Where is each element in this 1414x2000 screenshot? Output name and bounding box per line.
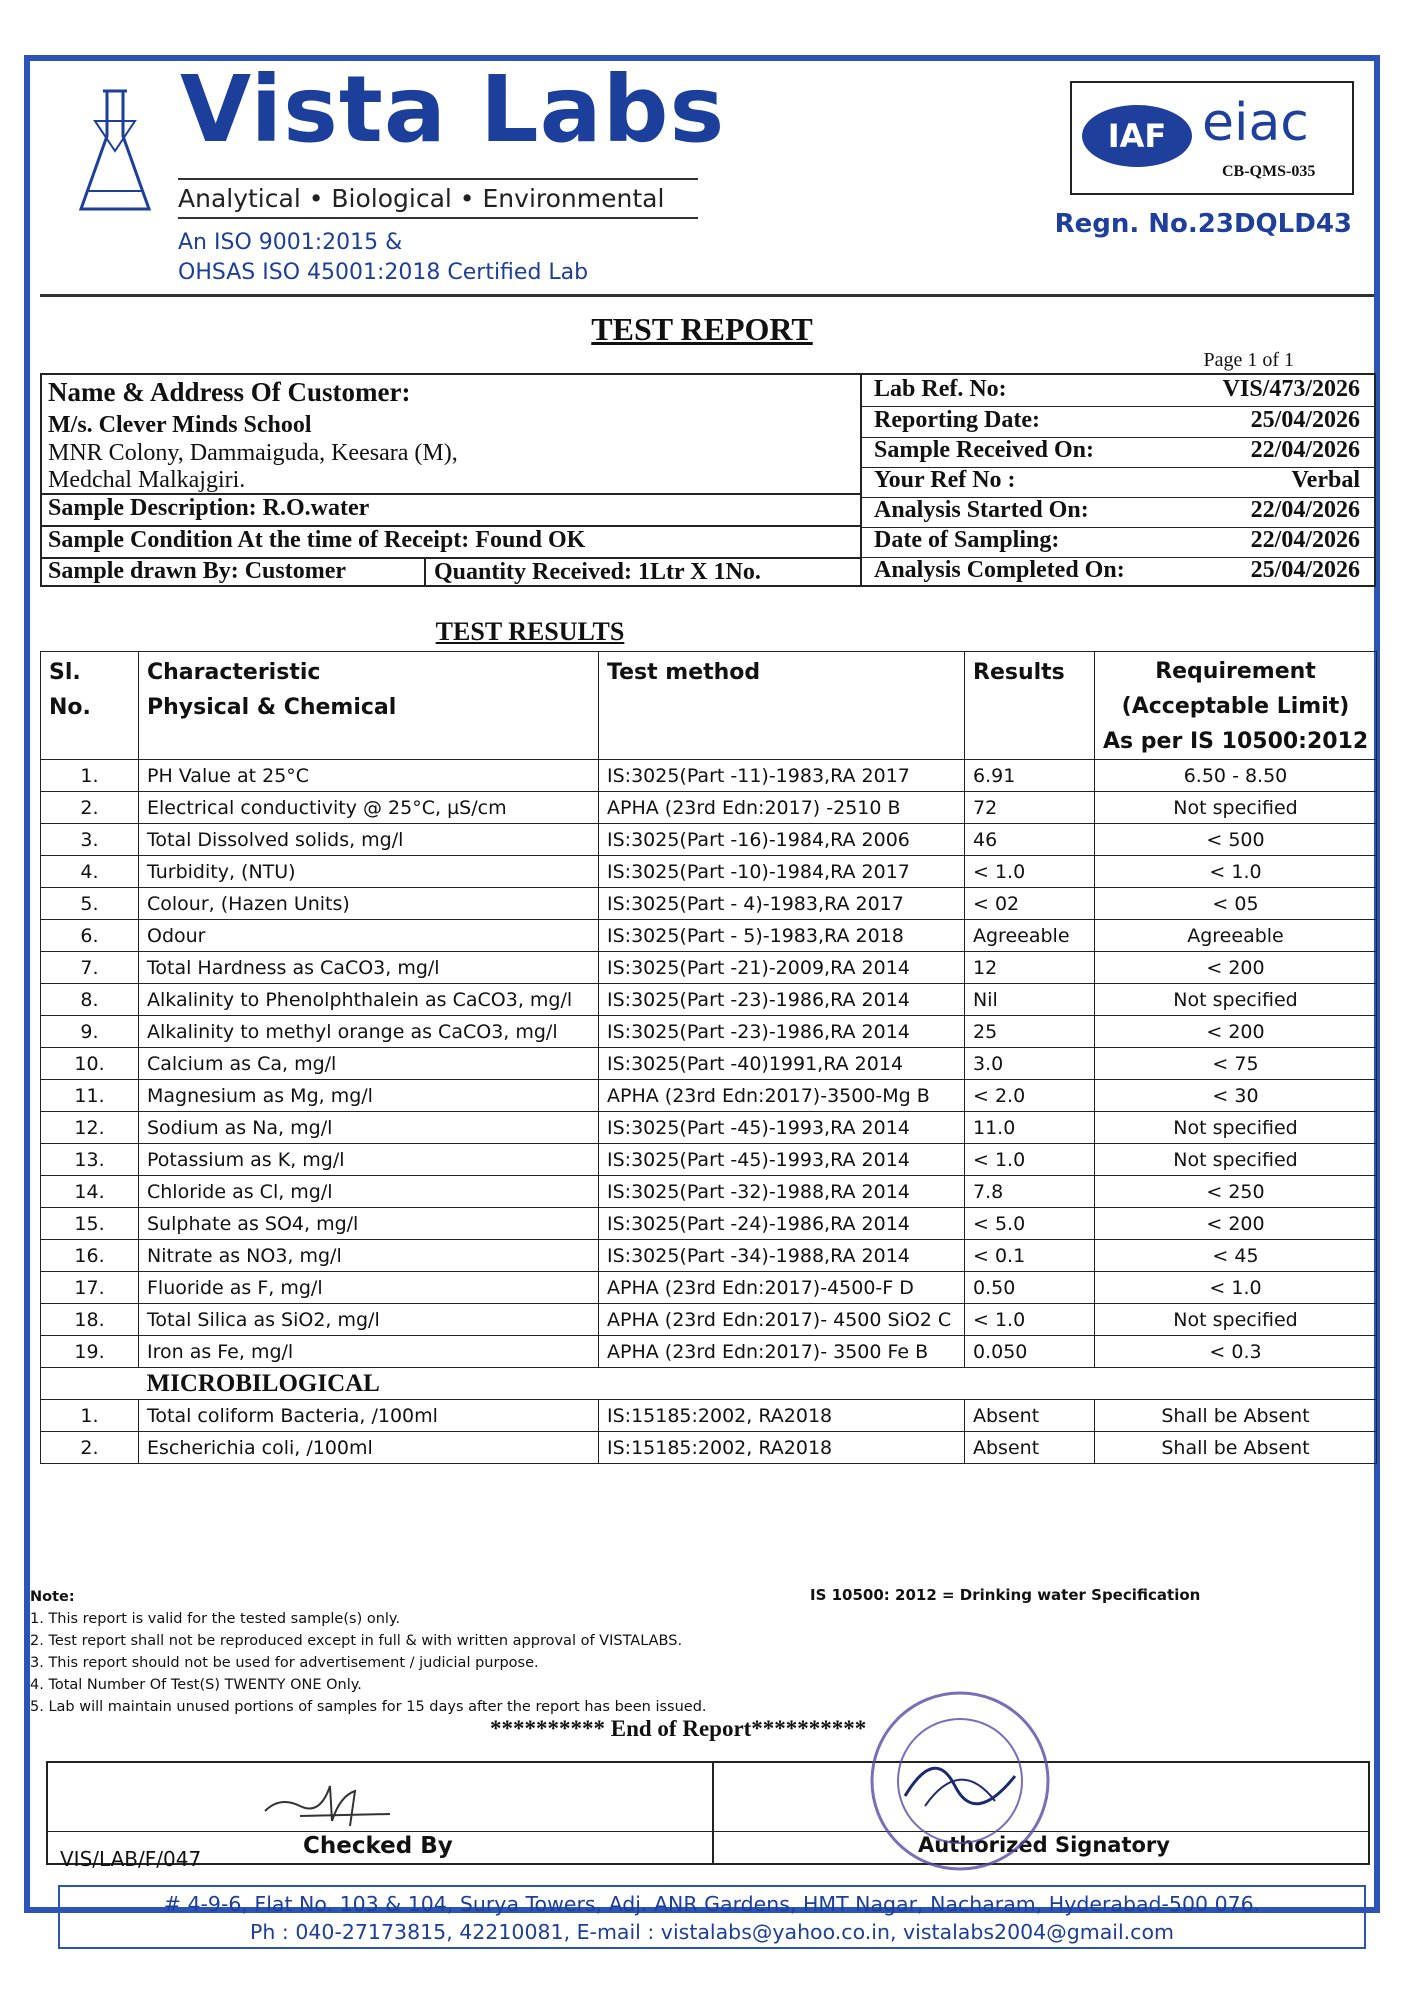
spec-note: IS 10500: 2012 = Drinking water Specification [810, 1586, 1201, 1604]
lab-stamp [865, 1686, 1055, 1876]
cell-sl-no: 2. [41, 792, 139, 824]
table-row [41, 1304, 1377, 1336]
cell-result: Absent [965, 1400, 1095, 1432]
signature-box [46, 1761, 1370, 1865]
meta-row [862, 436, 1374, 468]
meta-value: Verbal [1291, 467, 1360, 493]
cell-characteristic: Magnesium as Mg, mg/l [139, 1080, 599, 1112]
cell-characteristic: Iron as Fe, mg/l [139, 1336, 599, 1368]
cell-requirement: < 05 [1095, 888, 1377, 920]
cell-result: 25 [965, 1016, 1095, 1048]
header-method: Test method [599, 652, 965, 760]
cell-characteristic: Total Dissolved solids, mg/l [139, 824, 599, 856]
cell-characteristic: Turbidity, (NTU) [139, 856, 599, 888]
cell-sl-no: 11. [41, 1080, 139, 1112]
cell-characteristic: Calcium as Ca, mg/l [139, 1048, 599, 1080]
cell-requirement: < 200 [1095, 1016, 1377, 1048]
cell-sl-no: 1. [41, 760, 139, 792]
meta-row [862, 496, 1374, 528]
table-row [41, 1432, 1377, 1464]
cell-test-method: IS:3025(Part -10)-1984,RA 2017 [599, 856, 965, 888]
cell-result: 72 [965, 792, 1095, 824]
cell-test-method: APHA (23rd Edn:2017)-3500-Mg B [599, 1080, 965, 1112]
cell-requirement: Not specified [1095, 792, 1377, 824]
footer-address: # 4-9-6, Flat No. 103 & 104, Surya Towers, Adj. ANR Gardens, HMT Nagar, Nacharam, Hyderabad-500 076. [163, 1892, 1261, 1916]
meta-label: Your Ref No : [874, 467, 1016, 493]
meta-label: Lab Ref. No: [874, 376, 1007, 402]
cell-test-method: IS:3025(Part -32)-1988,RA 2014 [599, 1176, 965, 1208]
cell-characteristic: Alkalinity to methyl orange as CaCO3, mg/l [139, 1016, 599, 1048]
eiac-logo: eiac [1202, 93, 1309, 153]
cell-requirement: Agreeable [1095, 920, 1377, 952]
cell-sl-no: 6. [41, 920, 139, 952]
meta-label: Analysis Started On: [874, 497, 1089, 523]
checked-by-label: Checked By [303, 1833, 453, 1859]
cell-result: < 0.1 [965, 1240, 1095, 1272]
meta-value: VIS/473/2026 [1222, 376, 1360, 402]
iaf-logo: IAF [1082, 105, 1192, 167]
divider [424, 557, 426, 585]
table-row [41, 1336, 1377, 1368]
physical-chemical-rows [41, 760, 1377, 1368]
cell-test-method: IS:3025(Part -45)-1993,RA 2014 [599, 1144, 965, 1176]
notes [30, 1586, 707, 1718]
meta-label: Date of Sampling: [874, 527, 1060, 553]
cell-requirement: < 75 [1095, 1048, 1377, 1080]
table-row [41, 1272, 1377, 1304]
header-requirement: Requirement (Acceptable Limit) As per IS 10500:2012 [1095, 652, 1377, 760]
cell-characteristic: Sodium as Na, mg/l [139, 1112, 599, 1144]
results-title: TEST RESULTS [435, 617, 625, 646]
cell-test-method: IS:3025(Part - 5)-1983,RA 2018 [599, 920, 965, 952]
meta-label: Sample Received On: [874, 437, 1094, 463]
cell-result: < 2.0 [965, 1080, 1095, 1112]
cell-result: < 5.0 [965, 1208, 1095, 1240]
brand-name: Vista Labs [180, 56, 726, 163]
cell-characteristic: Total coliform Bacteria, /100ml [139, 1400, 599, 1432]
cell-result: < 1.0 [965, 1144, 1095, 1176]
cell-result: 0.050 [965, 1336, 1095, 1368]
iso-certification [178, 228, 588, 288]
divider [712, 1763, 714, 1863]
cell-characteristic: Chloride as Cl, mg/l [139, 1176, 599, 1208]
cell-result: Nil [965, 984, 1095, 1016]
table-row [41, 920, 1377, 952]
flask-logo-icon [75, 81, 155, 221]
cell-requirement: Not specified [1095, 1112, 1377, 1144]
meta-row [862, 375, 1374, 407]
meta-value: 25/04/2026 [1250, 407, 1360, 433]
cell-requirement: < 0.3 [1095, 1336, 1377, 1368]
table-row [41, 792, 1377, 824]
cell-result: 0.50 [965, 1272, 1095, 1304]
customer-address-1: MNR Colony, Dammaiguda, Keesara (M), [48, 440, 458, 466]
cb-qms-code: CB-QMS-035 [1222, 163, 1316, 180]
cell-sl-no: 13. [41, 1144, 139, 1176]
micro-heading: MICROBILOGICAL [139, 1368, 1377, 1400]
cell-result: 46 [965, 824, 1095, 856]
table-row [41, 984, 1377, 1016]
cell-characteristic: Escherichia coli, /100ml [139, 1432, 599, 1464]
note-item: 4. Total Number Of Test(S) TWENTY ONE Only. [30, 1677, 362, 1693]
cell-characteristic: Total Hardness as CaCO3, mg/l [139, 952, 599, 984]
cell-characteristic: Alkalinity to Phenolphthalein as CaCO3, mg/l [139, 984, 599, 1016]
cell-test-method: IS:3025(Part -23)-1986,RA 2014 [599, 984, 965, 1016]
table-header [41, 652, 1377, 760]
header-characteristic: Characteristic Physical & Chemical [139, 652, 599, 760]
cell-requirement: < 45 [1095, 1240, 1377, 1272]
meta-row [862, 466, 1374, 498]
note-item: 1. This report is valid for the tested sample(s) only. [30, 1611, 401, 1627]
page-number: Page 1 of 1 [1203, 349, 1294, 371]
cell-sl-no: 8. [41, 984, 139, 1016]
meta-row [862, 526, 1374, 558]
report-sheet [24, 55, 1380, 1944]
header-divider [40, 294, 1374, 297]
sample-drawn-by: Sample drawn By: Customer [48, 558, 346, 584]
cell-requirement: < 1.0 [1095, 856, 1377, 888]
table-row [41, 1240, 1377, 1272]
customer-block [40, 373, 1376, 587]
cell-characteristic: PH Value at 25°C [139, 760, 599, 792]
note-item: 3. This report should not be used for advertisement / judicial purpose. [30, 1655, 539, 1671]
footer-contact: Ph : 040-27173815, 42210081, E-mail : vistalabs@yahoo.co.in, vistalabs2004@gmail.com [250, 1920, 1174, 1944]
cell-test-method: IS:3025(Part -40)1991,RA 2014 [599, 1048, 965, 1080]
customer-details [40, 373, 860, 587]
checker-signature [260, 1776, 400, 1836]
iso-line-1: An ISO 9001:2015 & [178, 230, 403, 255]
rule [48, 1831, 1368, 1832]
cell-test-method: IS:3025(Part -16)-1984,RA 2006 [599, 824, 965, 856]
notes-heading: Note: [30, 1589, 75, 1605]
accreditation-box [1070, 81, 1354, 195]
cell-characteristic: Sulphate as SO4, mg/l [139, 1208, 599, 1240]
cell-sl-no: 1. [41, 1400, 139, 1432]
cell-requirement: < 30 [1095, 1080, 1377, 1112]
customer-address-2: Medchal Malkajgiri. [48, 467, 246, 493]
cell-requirement: Not specified [1095, 1304, 1377, 1336]
cell-requirement: < 250 [1095, 1176, 1377, 1208]
table-row [41, 1400, 1377, 1432]
cell-result: 6.91 [965, 760, 1095, 792]
cell-sl-no: 2. [41, 1432, 139, 1464]
report-title: TEST REPORT [591, 311, 813, 347]
cell-test-method: IS:15185:2002, RA2018 [599, 1432, 965, 1464]
results-table [40, 651, 1377, 1464]
cell-requirement: Shall be Absent [1095, 1400, 1377, 1432]
sample-description: Sample Description: R.O.water [48, 495, 370, 521]
end-of-report: ********** End of Report********** [490, 1716, 867, 1741]
cell-sl-no: 17. [41, 1272, 139, 1304]
cell-requirement: Shall be Absent [1095, 1432, 1377, 1464]
cell-characteristic: Nitrate as NO3, mg/l [139, 1240, 599, 1272]
cell-test-method: IS:3025(Part -11)-1983,RA 2017 [599, 760, 965, 792]
micro-section [41, 1368, 1377, 1400]
form-number: VIS/LAB/F/047 [60, 1847, 202, 1871]
cell-requirement: Not specified [1095, 1144, 1377, 1176]
customer-name: M/s. Clever Minds School [48, 412, 312, 438]
cell-test-method: APHA (23rd Edn:2017)- 3500 Fe B [599, 1336, 965, 1368]
note-item: 5. Lab will maintain unused portions of samples for 15 days after the report has been issued. [30, 1699, 707, 1715]
cell-result: < 1.0 [965, 856, 1095, 888]
cell-test-method: IS:3025(Part -34)-1988,RA 2014 [599, 1240, 965, 1272]
cell-sl-no: 15. [41, 1208, 139, 1240]
cell-sl-no: 3. [41, 824, 139, 856]
meta-value: 25/04/2026 [1250, 557, 1360, 583]
meta-value: 22/04/2026 [1250, 437, 1360, 463]
cell-sl-no: 4. [41, 856, 139, 888]
table-row [41, 1176, 1377, 1208]
brand-tagline: Analytical • Biological • Environmental [178, 178, 698, 219]
cell-sl-no: 16. [41, 1240, 139, 1272]
microbiological-rows [41, 1400, 1377, 1464]
table-row [41, 1048, 1377, 1080]
table-row [41, 1112, 1377, 1144]
note-item: 2. Test report shall not be reproduced except in full & with written approval of VISTALABS. [30, 1633, 683, 1649]
table-row [41, 1208, 1377, 1240]
meta-label: Analysis Completed On: [874, 557, 1125, 583]
table-row [41, 1016, 1377, 1048]
section-row [41, 1368, 1377, 1400]
table-row [41, 952, 1377, 984]
cell-test-method: IS:3025(Part -21)-2009,RA 2014 [599, 952, 965, 984]
table-row [41, 1144, 1377, 1176]
header-results: Results [965, 652, 1095, 760]
cell-characteristic: Total Silica as SiO2, mg/l [139, 1304, 599, 1336]
cell-test-method: APHA (23rd Edn:2017)-4500-F D [599, 1272, 965, 1304]
meta-value: 22/04/2026 [1250, 497, 1360, 523]
cell-sl-no: 14. [41, 1176, 139, 1208]
meta-row [862, 556, 1374, 588]
customer-heading: Name & Address Of Customer: [48, 377, 411, 407]
cell-test-method: IS:3025(Part -45)-1993,RA 2014 [599, 1112, 965, 1144]
footer-address-box [58, 1885, 1366, 1949]
cell-requirement: < 1.0 [1095, 1272, 1377, 1304]
cell-test-method: IS:3025(Part -23)-1986,RA 2014 [599, 1016, 965, 1048]
table-row [41, 856, 1377, 888]
cell-sl-no: 7. [41, 952, 139, 984]
cell-test-method: IS:3025(Part - 4)-1983,RA 2017 [599, 888, 965, 920]
quantity-received: Quantity Received: 1Ltr X 1No. [434, 559, 761, 585]
cell-result: 3.0 [965, 1048, 1095, 1080]
cell-sl-no: 10. [41, 1048, 139, 1080]
authorized-signatory-label: Authorized Signatory [918, 1833, 1170, 1857]
cell-sl-no: 18. [41, 1304, 139, 1336]
cell-characteristic: Odour [139, 920, 599, 952]
cell-result: 7.8 [965, 1176, 1095, 1208]
cell-test-method: IS:3025(Part -24)-1986,RA 2014 [599, 1208, 965, 1240]
cell-result: Agreeable [965, 920, 1095, 952]
cell-requirement: 6.50 - 8.50 [1095, 760, 1377, 792]
cell-sl-no: 9. [41, 1016, 139, 1048]
registration-number: Regn. No.23DQLD43 [1054, 209, 1352, 239]
cell-test-method: IS:15185:2002, RA2018 [599, 1400, 965, 1432]
cell-requirement: < 200 [1095, 952, 1377, 984]
cell-requirement: < 200 [1095, 1208, 1377, 1240]
cell-result: < 1.0 [965, 1304, 1095, 1336]
sample-condition: Sample Condition At the time of Receipt: Found OK [48, 527, 586, 553]
table-row [41, 1080, 1377, 1112]
cell-result: 11.0 [965, 1112, 1095, 1144]
table-row [41, 824, 1377, 856]
meta-row [862, 406, 1374, 438]
header-sl: Sl. No. [41, 652, 139, 760]
cell-test-method: APHA (23rd Edn:2017) -2510 B [599, 792, 965, 824]
cell-requirement: < 500 [1095, 824, 1377, 856]
cell-requirement: Not specified [1095, 984, 1377, 1016]
cell-sl-no: 12. [41, 1112, 139, 1144]
cell-result: 12 [965, 952, 1095, 984]
meta-label: Reporting Date: [874, 407, 1040, 433]
report-meta [860, 373, 1376, 587]
cell-characteristic: Electrical conductivity @ 25°C, µS/cm [139, 792, 599, 824]
meta-value: 22/04/2026 [1250, 527, 1360, 553]
cell-characteristic: Fluoride as F, mg/l [139, 1272, 599, 1304]
cell-test-method: APHA (23rd Edn:2017)- 4500 SiO2 C [599, 1304, 965, 1336]
table-row [41, 760, 1377, 792]
iso-line-2: OHSAS ISO 45001:2018 Certified Lab [178, 260, 589, 285]
cell-sl-no: 5. [41, 888, 139, 920]
cell-characteristic: Potassium as K, mg/l [139, 1144, 599, 1176]
cell-sl-no: 19. [41, 1336, 139, 1368]
cell-result: < 02 [965, 888, 1095, 920]
table-row [41, 888, 1377, 920]
cell-result: Absent [965, 1432, 1095, 1464]
cell-characteristic: Colour, (Hazen Units) [139, 888, 599, 920]
